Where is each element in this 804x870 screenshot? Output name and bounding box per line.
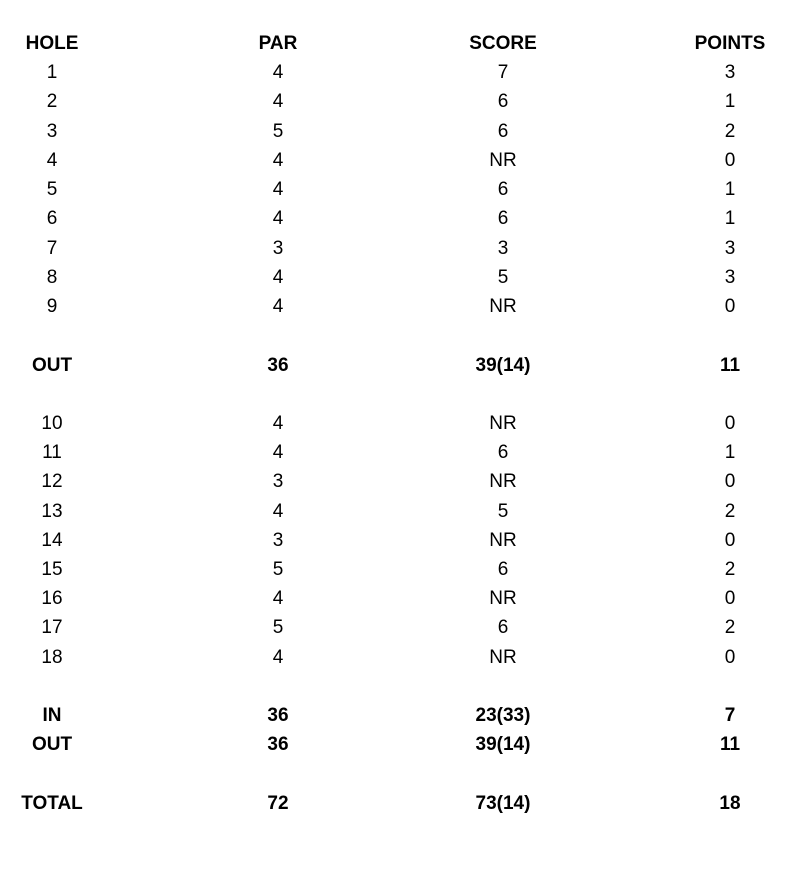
hole-number: 4 [46,150,58,171]
out-summary-row [0,733,804,757]
hole-score: NR [489,530,517,551]
hole-score: NR [489,471,517,492]
hole-par: 4 [272,179,284,200]
hole-row [0,266,804,290]
header-hole: HOLE [25,33,79,54]
hole-score: NR [489,296,517,317]
hole-number: 16 [41,588,63,609]
out-label: OUT [31,355,73,376]
hole-row [0,558,804,582]
hole-row [0,616,804,640]
total-row [0,792,804,816]
hole-row [0,587,804,611]
hole-par: 4 [272,501,284,522]
in-label: IN [42,705,62,726]
total-label: TOTAL [21,793,83,814]
hole-row [0,207,804,231]
in-points: 7 [724,705,736,726]
hole-par: 4 [272,413,284,434]
hole-points: 0 [724,296,736,317]
hole-row [0,149,804,173]
hole-row [0,441,804,465]
hole-par: 3 [272,530,284,551]
hole-points: 2 [724,617,736,638]
hole-row [0,90,804,114]
hole-points: 0 [724,413,736,434]
hole-par: 3 [272,238,284,259]
hole-number: 9 [46,296,58,317]
hole-points: 0 [724,150,736,171]
hole-row [0,412,804,436]
hole-par: 5 [272,559,284,580]
out-summary-points: 11 [719,734,741,755]
hole-score: NR [489,588,517,609]
hole-row [0,61,804,85]
hole-number: 14 [41,530,63,551]
hole-score: 3 [497,238,509,259]
hole-points: 0 [724,588,736,609]
hole-score: 6 [497,617,509,638]
hole-par: 5 [272,617,284,638]
total-points: 18 [719,793,741,814]
hole-points: 2 [724,559,736,580]
hole-par: 4 [272,442,284,463]
hole-score: NR [489,647,517,668]
in-par: 36 [267,705,289,726]
hole-par: 4 [272,208,284,229]
total-score: 73(14) [475,793,531,814]
hole-row [0,120,804,144]
header-par: PAR [258,33,298,54]
hole-row [0,237,804,261]
hole-points: 0 [724,530,736,551]
hole-score: 6 [497,442,509,463]
hole-score: 5 [497,267,509,288]
out-summary-par: 36 [267,734,289,755]
in-summary-row [0,704,804,728]
hole-number: 1 [46,62,58,83]
hole-number: 3 [46,121,58,142]
hole-number: 2 [46,91,58,112]
hole-number: 7 [46,238,58,259]
hole-par: 4 [272,588,284,609]
out-summary-score: 39(14) [475,734,531,755]
hole-points: 2 [724,121,736,142]
hole-score: 6 [497,559,509,580]
hole-score: 6 [497,208,509,229]
hole-number: 11 [42,442,62,463]
out-summary-label: OUT [31,734,73,755]
header-row [0,32,804,56]
hole-number: 12 [41,471,63,492]
hole-par: 4 [272,267,284,288]
header-points: POINTS [694,33,766,54]
hole-points: 3 [724,267,736,288]
hole-number: 15 [41,559,63,580]
hole-points: 1 [724,208,736,229]
hole-number: 17 [41,617,63,638]
hole-par: 4 [272,91,284,112]
hole-number: 5 [46,179,58,200]
hole-number: 10 [41,413,63,434]
hole-par: 5 [272,121,284,142]
hole-par: 4 [272,150,284,171]
hole-points: 1 [724,91,736,112]
hole-par: 3 [272,471,284,492]
hole-score: 6 [497,179,509,200]
hole-score: 6 [497,91,509,112]
hole-number: 18 [41,647,63,668]
hole-row [0,470,804,494]
hole-points: 1 [724,179,736,200]
header-score: SCORE [469,33,537,54]
hole-score: NR [489,413,517,434]
hole-row [0,178,804,202]
hole-number: 8 [46,267,58,288]
hole-number: 6 [46,208,58,229]
hole-row [0,295,804,319]
hole-row [0,646,804,670]
hole-par: 4 [272,296,284,317]
hole-points: 1 [724,442,736,463]
hole-points: 0 [724,647,736,668]
hole-par: 4 [272,62,284,83]
out-points: 11 [719,355,741,376]
hole-score: 7 [497,62,509,83]
hole-par: 4 [272,647,284,668]
hole-score: 5 [497,501,509,522]
out-par: 36 [267,355,289,376]
hole-points: 3 [724,62,736,83]
hole-points: 3 [724,238,736,259]
hole-score: 6 [497,121,509,142]
total-par: 72 [267,793,289,814]
hole-row [0,500,804,524]
hole-number: 13 [41,501,63,522]
hole-points: 0 [724,471,736,492]
hole-points: 2 [724,501,736,522]
in-score: 23(33) [475,705,531,726]
hole-row [0,529,804,553]
out-subtotal-row [0,354,804,378]
out-score: 39(14) [475,355,531,376]
hole-score: NR [489,150,517,171]
